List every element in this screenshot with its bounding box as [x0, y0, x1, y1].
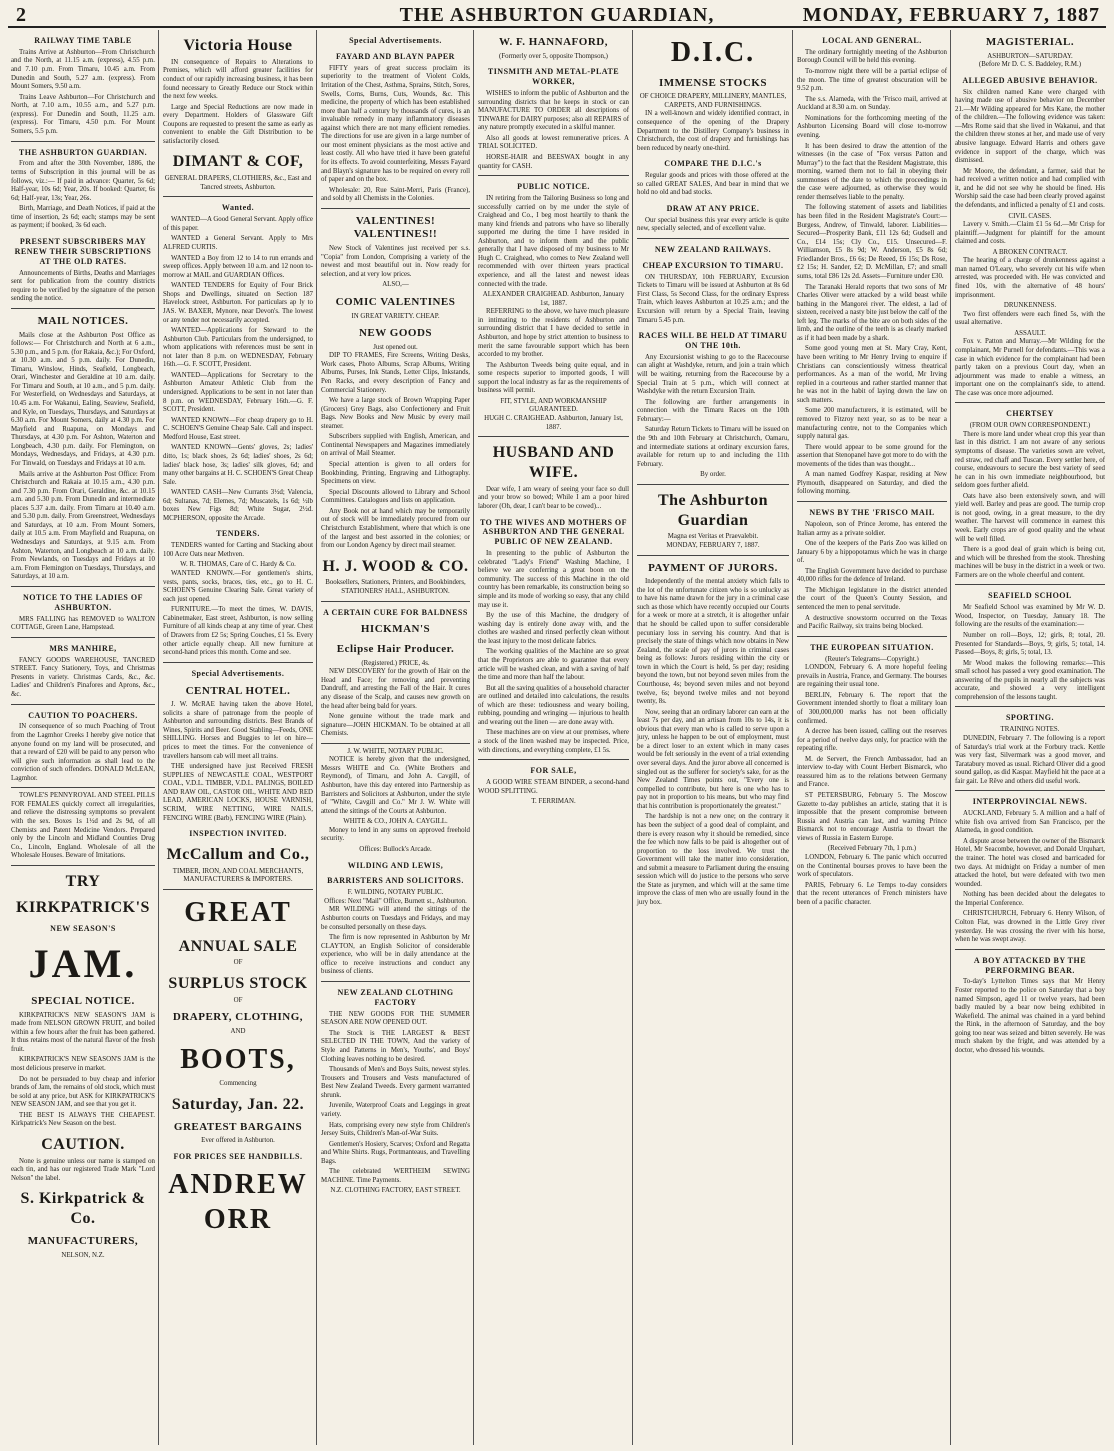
jam-ad-brand: KIRKPATRICK'S	[16, 898, 150, 916]
newspaper-title: THE ASHBURTON GUARDIAN,	[399, 4, 715, 26]
column-6	[794, 30, 950, 1445]
wanted-heading: Wanted.	[221, 203, 255, 213]
central-hotel-heading: CENTRAL HOTEL.	[185, 684, 291, 697]
subscribers-heading: PRESENT SUBSCRIBERS MAY RENEW THEIR SUBSCRIPTIONS AT THE OLD RATES.	[14, 236, 152, 266]
jam-ad-try: TRY	[65, 872, 101, 890]
fit-style: FIT, STYLE, AND WORKMANSHIP GUARANTEED.	[500, 397, 607, 414]
factory-text-1: THE NEW GOODS FOR THE SUMMER SEASON ARE NOW OPENED OUT.	[321, 1010, 470, 1027]
editorial-para: Now, seeing that an ordinary laborer can earn at the least 7s per day, and an artisan from 10s to 14s, it is obvious that every man who is called to serve upon a jury, unless he happen to be out of employment, must be a direct loser to an extent which in many cases would be felt seriously in the event of a trial extending over several days. And the juror above all concerned is singled out as the sufferer for society's sake, for as the New Zealand Times points out, "Every one is compelled to contribute, but here is one who has to pay not in proportion to his means, but who may find that his contribution is proportionately the greatest."	[637, 708, 789, 810]
just-opened: Just opened out.	[373, 343, 418, 351]
wanted-ad: WANTED—Applications for Steward to the Ashburton Club. Particulars from the undersigned, to whom applications with references must be sent in not later than 8 p.m. on WEDNESDAY, February 16th.—G. F. SCOTT, President.	[163, 327, 313, 369]
wilding-lewis-heading: WILDING AND LEWIS,	[347, 860, 444, 870]
column-rule	[950, 30, 951, 1445]
white-notary: J. W. WHITE, NOTARY PUBLIC.	[347, 747, 444, 755]
europe-para: LONDON, February 6. The panic which occurred on the Continental bourses proves to have been the work of speculators.	[797, 853, 947, 879]
wilding-offices: Offices: Next "Mail" Office, Burnett st., Ashburton.	[324, 897, 467, 905]
jam-ad-season: NEW SEASON'S	[50, 923, 116, 933]
frisco-para: The English Government have decided to purchase 40,000 rifles for the defence of Ireland.	[797, 567, 947, 584]
seafield-para: Mr Wood makes the following remarks:—This small school has passed a very good examination. The answering of the pupils in nearly all the subjects was accurate, and showed a very intelligent comprehension of the lessons taught.	[955, 659, 1105, 701]
craighead-signature-2: HUGH C. CRAIGHEAD. Ashburton, January 1st, 1887.	[484, 415, 623, 431]
interprovincial-para: AUCKLAND, February 5. A million and a half of white fish ova arrived from San Francisco, per the Alameda, in good condition.	[955, 810, 1105, 835]
victoria-text-2: Large and Special Reductions are now made in every Department. Holders of Glassware Gift Coupons are requested to present the same as early as convenient to enable the Gift Distribution to be satisfactorily closed.	[163, 103, 313, 145]
column-7	[952, 30, 1108, 1445]
manufacturers-label: MANUFACTURERS,	[27, 1235, 139, 1248]
special-notice-heading: SPECIAL NOTICE.	[31, 995, 135, 1007]
wanted-ad: WANTED KNOWN.—For gentlemen's shirts, vests, pants, socks, braces, ties, etc., go to H. C. SCHOEN'S Genuine Clearing Sale. Great variety of each just opened.	[163, 570, 313, 603]
local-para: To-morrow night there will be a partial eclipse of the moon. The time of greatest obscuration will be 9.52 p.m.	[797, 68, 947, 93]
wanted-ad: WANTED KNOWN—Gents' gloves, 2s; ladies' ditto, 1s; black shoes, 2s 6d; ladies' shoes, 2s 6d; ladies' black hose, 3s; ladies' silk gloves, 6d; and many other bargains at H. C. SCHOEN'S Great Cheap Sale.	[163, 444, 314, 486]
jam-text-2: KIRKPATRICK'S NEW SEASON'S JAM is the most delicious preserve in market.	[11, 1056, 155, 1072]
fayard-wholesale: Wholesale: 20, Rue Saint-Merri, Paris (France), and sold by all Chemists in the Colonies.	[321, 186, 470, 203]
interprovincial-heading: INTERPROVINCIAL NEWS.	[972, 797, 1088, 807]
column-rule	[473, 30, 474, 1445]
railway-heading: RAILWAY TIME TABLE	[34, 36, 132, 45]
local-para: The Taranaki Herald reports that two sons of Mr Charles Oliver were attacked by a wild beast while bathing in the Mangorei river. The eldest, a lad of sixteen, received a nasty bite just below the calf of the left leg. The marks of the bite are on both sides of the limb, and the outline of the teeth is as clearly marked as if it had been made by a shark.	[797, 283, 947, 342]
mccallum-trade: TIMBER, IRON, AND COAL MERCHANTS, MANUFACTURERS & IMPORTERS.	[172, 867, 304, 884]
husband-wife-heading: HUSBAND AND WIFE.	[492, 444, 615, 481]
hannaford-prices: Also all goods at lowest remunerative prices. A TRIAL SOLICITED.	[478, 134, 629, 151]
page-number: 2	[16, 4, 27, 26]
central-hotel-text: J. W. McRAE having taken the above Hotel, solicits a share of patronage from the people of Ashburton and surrounding districts. Best Brands of Wines, Spirits and Beer. Good Stabling—Feeds, ONE SHILLING. Horses and Buggies to let on hire—prices to meet the times. For the convenience of travellers hansom cab will meet all trains.	[163, 701, 313, 760]
local-general-heading: LOCAL AND GENERAL.	[822, 36, 922, 45]
guardian-nameplate: The Ashburton Guardian	[657, 491, 769, 529]
mails-close: Mails close at the Ashburton Post Office as follows:— For Christchurch and North at 6 a.m., 5.30 p.m., and 5 p.m. (for Rakaia, &c.); For Oxford, at 10.30 a.m. and 5 p.m. daily. For Dunedin, Timaru, Winslow, Hinds, Seafield, Longbeach, Orari, Winchester and Geraldine at 10 a.m. daily. For Timaru and South, at 10 a.m., and 5 p.m. daily. For Westerfield, on Wednesdays and Saturdays, at 10.45 a.m. For Wakanui, Ealing, Seaview, Seafield, and Kyle, on Tuesdays, Thursdays, and Saturdays at 6.30 a.m. For Mount Somers, daily at 4.30 p.m. For Mayfield and Ruapuna, on Mondays and Thursdays, at 4.30 p.m. For Ashton, Waterton and Longbeach, 4.30 p.m. daily. For Flemington, on Mondays, Wednesdays, and Fridays, at 4.30 p.m. For Tinwald, on Tuesdays and Fridays at 10 a.m.	[11, 331, 155, 467]
offices-address: Offices: Bullock's Arcade.	[359, 845, 432, 853]
local-para: The following statement of assets and liabilities has been filed in the Resident Magistrate's Court:—Burgess, Andrew, of Tinwald, laborer. Liabilities—Secured—Prosperity Bank, £11 12s 6d; Gudsell and Co., £14 15s; Cly Co., £15. Unsecured—F. Williamson, £5 8s 9d; W. Anderson, £5 8s 6d; Friedlander Bros., £6 6s; De Reeed, £6 15s; Ds Rose, £2 15s; H. Sander, £2; D. McMillan, £7; and small sums, total £86 12s 2d. Assets—Furniture under £30.	[797, 204, 947, 280]
boots: BOOTS,	[180, 1043, 296, 1075]
guardian-motto: Magna est Veritas et Praevalebit.	[667, 533, 759, 541]
ladies-notice-text: MRS FALLING has REMOVED to WALTON COTTAGE, Green Lane, Hampstead.	[11, 615, 155, 632]
tenders-heading: TENDERS.	[216, 529, 260, 539]
partnership-notice: NOTICE is hereby given that the undersigned, Messrs WHITE and Co. (White Brothers and Reymond), of Timaru, and John A. Cavgill, of Ashburton, have this day entered into Partnership as Barristers and Solicitors at Ashburton, under the style of "White, Cavgill and Co." Mr J. W. White will attend the sittings of the Courts at Ashburton.	[321, 756, 470, 815]
local-para: The ordinary fortnightly meeting of the Ashburton Borough Council will be held this evening.	[797, 48, 947, 65]
wanted-ad: WANTED—A Good General Servant. Apply office of this paper.	[163, 216, 313, 232]
subscription-terms: From and after the 30th November, 1886, the terms of Subscription in this journal will be as follows, viz.:— If paid in advance: Quarter, 5s 6d; Half-year, 10s 6d; Year, 20s. If booked: Quarter, 6s 6d; Half-year, 13s; Year, 26s.	[11, 160, 155, 202]
civil-cases: CIVIL CASES.	[1008, 212, 1052, 220]
baldness-heading: A CERTAIN CURE FOR BALDNESS	[323, 607, 468, 617]
victoria-text-1: IN consequence of Repairs to Alterations to Premises, which will afford greater facilities for conduct of our rapidly increasing business, it has been found necessary to Greatly Reduce our Stock within the next few weeks.	[163, 58, 313, 101]
wood-trade: Booksellers, Stationers, Printers, and Bookbinders,	[325, 579, 466, 587]
also-label: ALSO,—	[382, 281, 409, 289]
jam-text-1: KIRKPATRICK'S NEW SEASON'S JAM is made from NELSON GROWN FRUIT, and boiled within a few hours after the fruit has been gathered. It thus retains most of the natural flavor of the fresh fruit.	[11, 1011, 155, 1053]
factory-text-6: Gentlemen's Hosiery, Scarves; Oxford and Regatta and White Shirts. Rugs, Portmanteaus, and Travelling Bags.	[321, 1140, 470, 1165]
sporting-heading: SPORTING.	[1005, 713, 1054, 723]
inspection-invited: INSPECTION INVITED.	[189, 829, 287, 839]
manhire-heading: MRS MANHIRE,	[49, 643, 117, 653]
dimant-heading: DIMANT & COF,	[172, 153, 304, 171]
great-sale-great: GREAT	[184, 896, 292, 928]
european-heading: THE EUROPEAN SITUATION.	[810, 642, 934, 652]
railways-heading: NEW ZEALAND RAILWAYS.	[654, 244, 772, 254]
hannaford-formerly: (Formerly over 5, opposite Thompson,)	[499, 52, 608, 60]
interprovincial-para: CHRISTCHURCH, February 6. Henry Wilson, of Colton Flat, was drowned in the Little Grey river yesterday. He was crossing the river with his horse, when he was swept away.	[955, 910, 1105, 944]
caution-text: None is genuine unless our name is stamped on each tin, and has our registered Trade Mark "Lord Nelson" the label.	[11, 1157, 155, 1182]
sale-and: AND	[230, 1028, 246, 1036]
column-rule	[792, 30, 793, 1445]
jam-ad-jam: JAM.	[28, 941, 138, 987]
factory-text-7: The celebrated WERTHEIM SEWING MACHINE. Time Payments.	[321, 1168, 470, 1184]
comic-valentines: COMIC VALENTINES	[335, 295, 456, 308]
craighead-text-3: The Ashburton Tweeds being quite equal, and in some respects superior to imported goods, I will support the local industry as far as the requirements of business will permit.	[478, 361, 629, 395]
local-para: The s.s. Alameda, with the 'Frisco mail, arrived at Auckland at 8.30 a.m. on Sunday.	[797, 95, 947, 112]
editorial-para: Independently of the mental anxiety which falls to the lot of the unfortunate citizen who is so unlucky as to have his name drawn for the jury in a criminal case such as those which have recently occupied our Courts for a week or more at a stretch, it is altogether unfair that he should be called upon to suffer considerable pecuniary loss in serving his country. And that is precisely the state of things which now obtains in New Zealand, the scale of pay of jurors in criminal cases being as follows: Jurors residing within the city or town in which the Court is held, 5s per day; residing beyond the town, but not beyond seven miles from the Courthouse, 4s; beyond seven miles and not beyond twelve, 6s; beyond twelve miles and not beyond twenty, 8s.	[637, 578, 789, 706]
chertsey-para: There is more land under wheat crop this year than last in this district. I am not aware of any serious symptoms of disease. The varieties sown are velvet, red straw, red chaff and Tuscan. Every settler here, of course, endeavours to secure the best variety of seed he can in his own immediate neighbourhood, but seldom goes further afield.	[955, 430, 1105, 490]
jurors-heading: PAYMENT OF JURORS.	[648, 561, 778, 574]
column-2	[160, 30, 316, 1445]
frisco-heading: NEWS BY THE 'FRISCO MAIL	[809, 508, 935, 518]
valentines-text: New Stock of Valentines just received per s.s. "Copia" from London, Comprising a variety of the newest and most beautiful out in. Now ready for selection, and at very low prices.	[321, 245, 470, 278]
local-para: Some good young men at St. Mary Cray, Kent, have been writing to Mr Henry Irving to enquire if Christians can conscientiously witness theatrical performances. As a man of the world, Mr Irving replied in a courteous and rather startled manner that he was not in the habit of laying down the law on such matters.	[797, 345, 947, 404]
wanted-ad: WANTED—Applications for Secretary to the Ashburton Amateur Athletic Club from the undersigned. Applications to be sent in not later than 8 p.m. on WEDNESDAY, February 16th.—G. F. SCOTT, President.	[163, 371, 313, 414]
by-order: By order.	[700, 471, 726, 479]
correspondent-label: (FROM OUR OWN CORRESPONDENT.)	[969, 422, 1091, 430]
sale-of-2: OF	[233, 996, 243, 1004]
column-3	[318, 30, 473, 1445]
sale-date: Saturday, Jan. 22.	[171, 1095, 305, 1113]
chertsey-para: There is a good deal of grain which is being cut, and which will be threshed from the stook. Threshing machines will be busy in the district in a week or two. Farmers are on the whole cheerful and content.	[955, 546, 1105, 579]
eclipse-heading: Eclipse Hair Producer.	[336, 643, 455, 656]
hannaford-text: WISHES to inform the public of Ashburton and the surrounding districts that he keeps in stock or can MANUFACTURE TO ORDER all descriptions of TINWARE for DAIRY purposes; also all REPAIRS of any nature promptly executed in a skilful manner.	[478, 90, 629, 132]
court-para: Six children named Kane were charged with having made use of abusive behavior on December 21.—Mr Wilding appeared for Mrs Kane, the mother of the children.—The following evidence was taken:—Mrs Rome said that she lived in Wakanui, and that the children threw stones at her, and made use of very abusive language. Edward Harris and others gave evidence in support of the charge, which was dismissed.	[955, 88, 1105, 165]
europe-para: PARIS, February 6. Le Temps to-day considers that the recent utterances of French ministers have been of a pacific character.	[797, 881, 947, 906]
fayard-heading: FAYARD AND BLAYN PAPER	[336, 51, 455, 61]
seafield-heading: SEAFIELD SCHOOL	[988, 591, 1072, 601]
column-rule	[316, 30, 317, 1445]
dimant-text: GENERAL DRAPERS, CLOTHIERS, &c., East and Tancred streets, Ashburton.	[164, 175, 312, 191]
andrew-orr: ANDREW ORR	[168, 1168, 308, 1235]
surplus-stock: SURPLUS STOCK	[168, 975, 308, 993]
notice-fees: Birth, Marriage, and Death Notices, if paid at the time of insertion, 2s 6d; each; stamps may be sent as payment; if booked, 3s 6d each.	[11, 205, 155, 230]
barristers-heading: BARRISTERS AND SOLICITORS.	[327, 876, 464, 886]
hickman-text: NEW DISCOVERY for the growth of Hair on the Head and Face; for removing and preventing Dandruff, and arresting the Fall of the Hair. It cures any disease of the Scalp, and causes new growth on the head after being bald for years.	[321, 668, 470, 710]
commencing: Commencing	[219, 1080, 257, 1088]
washing-text-4: But all the saving qualities of a household character are outlined and detailed into calculations, the results of which are these: tediousness and weary boiling, rubbing, pounding and wringing — injurious to health and wearing out the linen — are done away with.	[478, 684, 629, 726]
ever-offered: Ever offered in Ashburton.	[201, 1137, 275, 1145]
washing-text-5: These machines are on view at our premises, where a stock of the linen washed may be inspected. Price, with directions, and everything complete, £1 5s.	[478, 729, 629, 754]
frisco-para: A destructive snowstorm occurred on the Texas and Pacific Railway, six trains being blocked.	[797, 614, 947, 631]
races-heading: RACES WILL BE HELD AT TIMARU ON THE 10th.	[638, 331, 788, 350]
chertsey-heading: CHERTSEY	[1006, 409, 1054, 419]
wilding-notary: F. WILDING, NOTARY PUBLIC.	[347, 889, 444, 897]
compare-heading: COMPARE THE D.I.C.'s	[664, 159, 762, 169]
husband-wife-poem: Dear wife, I am weary of seeing your face so dull and your brow so bowed; While I am a poor hired laborer (Oh, dear, I can't bear to be cowed)...	[478, 485, 629, 510]
wilding-text-1: MR WILDING will attend the sittings of the Ashburton courts on Tuesdays and Fridays, and may be consulted personally on these days.	[321, 906, 470, 931]
court-magistrate: (Before Mr D. C. S. Baddeley, R.M.)	[978, 61, 1082, 69]
europe-para: A decree has been issued, calling out the reserves for a period of twelve days only, for practice with the repeating rifle.	[797, 728, 947, 753]
sale-of: OF	[233, 959, 243, 967]
public-notice-heading: PUBLIC NOTICE.	[517, 182, 590, 192]
trains-arrive: Trains Arrive at Ashburton—From Christchurch and the North, at 11.15 a.m. (express), 4.55 p.m. and 7.10 p.m. From Timaru, 10.45 a.m. From Dunedin and South, 5.27 a.m. (express). From Mount Somers, 9.50 a.m.	[11, 48, 155, 91]
money-to-lend: Money to lend in any sums on approved freehold security.	[321, 826, 470, 843]
local-para: It has been desired to draw the attention of the witnesses (in the case of "Fox versus Patton and Murray") to the fact that the Resident Magistrate, this morning, warned them not to fail in obeying their summonses of the date to which the proceedings in the case were adjourned, as otherwise they would render themselves liable to the penalty.	[797, 142, 947, 201]
dic-special: Our special business this year every article is quite new, specially selected, and of excellent value.	[637, 216, 789, 233]
nelson-label: NELSON, N.Z.	[61, 1251, 105, 1259]
partnership-signature: WHITE & CO., JOHN A. CAYGILL.	[343, 818, 448, 826]
mccallum-heading: McCallum and Co.,	[166, 845, 310, 863]
column-4	[475, 30, 632, 1445]
ferriman: T. FERRIMAN.	[531, 798, 576, 806]
assault: ASSAULT.	[1014, 329, 1046, 337]
trains-leave: Trains Leave Ashburton—For Christchurch and North, at 7.10 a.m., 10.55 a.m., and 5.27 p.m. (express). For Dunedin and South, 11.25 a.m. (express). For Timaru, 4.50 p.m. For Mount Somers, 5.5 p.m.	[11, 93, 155, 135]
wrapping-text: We have a large stock of Brown Wrapping Paper (Grocers) Grey Bags, also Confectionery and Fruit Bags. New Books and New Music by every mail steamer.	[321, 397, 470, 430]
europe-para: M. de Servert, the French Ambassador, had an interview to-day with Count Herbert Bismarck, who reassured him as to the relations between Germany and France.	[797, 755, 947, 789]
abusive-heading: ALLEGED ABUSIVE BEHAVIOR.	[962, 75, 1098, 85]
guardian-terms-heading: THE ASHBURTON GUARDIAN.	[18, 147, 148, 157]
victoria-house-heading: Victoria House	[183, 37, 293, 54]
local-para: Some 200 manufacturers, it is estimated, will be removed to Fitzroy next year, so as to be near a manufacturing centre, not to the Companies which supply natural gas.	[797, 407, 947, 441]
europe-para: ST PETERSBURG, February 5. The Moscow Gazette to-day publishes an article, stating that it is impossible that the present compromise between Russia and Austria can last, and warning Prince Bismarck not to encourage Austria to thwart the views of Russia in Eastern Europe.	[797, 792, 947, 842]
court-para: Lavery v. Smith.—Claim £1 5s 6d.—Mr Crisp for plaintiff.—Judgment for plaintiff for the amount claimed and costs.	[955, 221, 1105, 246]
column-5	[634, 30, 792, 1445]
factory-text-5: Hats, comprising every new style from Children's Jersey Suits, Children's Man-of-War Suits.	[321, 1121, 470, 1138]
immense-stocks: IMMENSE STOCKS	[659, 76, 767, 89]
dic-heading: D.I.C.	[670, 37, 756, 68]
reuters-label: (Reuter's Telegrams—Copyright.)	[825, 655, 919, 663]
tenders-text: TENDERS wanted for Carting and Stacking about 100 Acre Oats near Methven.	[163, 542, 313, 558]
europe-para: LONDON, February 6. A more hopeful feeling prevails in Austria, France, and Germany. The bourses are regaining their usual tone.	[797, 664, 947, 689]
arrangements-text: The following are further arrangements in connection with the Timaru Races on the 10th February:—	[637, 398, 789, 423]
hickman-price: (Registered.) PRICE, 4s.	[361, 659, 430, 667]
court-para: The hearing of a charge of drunkenness against a man named O'Leary, who severely cut his wife when arrested, was proceeded with. He was convicted and fined 10s, with the alternative of 48 hours' imprisonment.	[955, 257, 1105, 299]
factory-signature: N.Z. CLOTHING FACTORY, EAST STREET.	[330, 1187, 461, 1195]
jam-text-3: Do not be persuaded to buy cheap and inferior brands of Jam, the remains of old stock, which must be sold at any price, but ASK for KIRKPATRICK'S NEW SEASON JAM, and see that you get it.	[11, 1075, 155, 1109]
annual-sale: ANNUAL SALE	[178, 937, 298, 955]
sporting-para: DUNEDIN, February 7. The following is a report of Saturday's trial work at the Forbury track. Kettle was very fast, Silvermark was a good mover, and Taratabury moved as usual. Richard Oliver did a good sound gallop, as did Kaspar. Mayfield hit the pace at a fair gait. Le Rêve and others did useful work.	[955, 734, 1105, 785]
craighead-text-2: REFERRING to the above, we have much pleasure in intimating to the residents of Ashburton and surrounding district that I have decided to settle in Ashburton, and hope by strict attention to business to merit the same favourable support which has been accorded to my brother.	[478, 308, 629, 359]
issue-date: MONDAY, FEBRUARY 7, 1887	[802, 4, 1100, 26]
wanted-ad: WANTED KNOWN—For cheap drapery go to H. C. SCHOEN'S Genuine Cheap Sale. Call and inspect. Medford House, East street.	[163, 416, 313, 441]
bear-heading: A BOY ATTACKED BY THE PERFORMING BEAR.	[973, 955, 1087, 975]
valentines-heading: VALENTINES! VALENTINES!!	[353, 214, 438, 241]
court-para: Two first offenders were each fined 5s, with the usual alternative.	[955, 310, 1105, 327]
great-variety: IN GREAT VARIETY. CHEAP.	[351, 312, 440, 320]
book-order-text: Any Book not at hand which may be temporarily out of stock will be immediately procured from our Christchurch Establishment, where that which is one of the largest and best assorted in the colonies; or from our London Agency by direct mail steamer.	[321, 507, 470, 550]
europe-para: BERLIN, February 6. The report that the Government intended shortly to float a military loan of 300,000,000 marks has not been officially confirmed.	[797, 691, 947, 725]
washing-text-1: In presenting to the public of Ashburton the celebrated "Lady's Friend" Washing Machine, I believe we are conferring a great boon on the community. The success of this Machine in the old country has been remarkable, its construction being so simple and its mode of working so easy, that any child may use it.	[478, 550, 629, 609]
factory-text-4: Juvenile, Waterproof Coats and Leggings in great variety.	[321, 1102, 470, 1118]
court-para: Fox v. Patton and Murray.—Mr Wilding for the complainant, Mr Purnell for defendants.—This was a case in which evidence for the complainant had been partly taken on a previous Court day, when an adjournment was made to enable a witness, an important one on the complainant's side, to attend. The case was once more adjourned.	[955, 338, 1105, 397]
wanted-ad: WANTED a Boy from 12 to 14 to run errands and sweep offices. Apply between 10 a.m. and 12 noon to-morrow at MAIL and GUARDIAN Offices.	[163, 254, 313, 279]
wives-mothers-heading: TO THE WIVES AND MOTHERS OF ASHBURTON AND THE GENERAL PUBLIC OF NEW ZEALAND.	[479, 517, 628, 547]
mccallum-supplies: THE undersigned have just Received FRESH SUPPLIES of NEWCASTLE COAL, WESTPORT COAL, V.D.L. TIMBER, V.D.L. PALINGS, BOILED AND RAW OIL, CASTOR OIL, WHITE AND RED LEAD, AMERICAN LOCKS, HOUSE VARNISH, SCRIM, WIRE NETTING, WIRE NAILS, FENCING WIRE (Barb), FENCING WIRE (Plain).	[163, 763, 313, 822]
special-ads-heading: Special Advertisements.	[349, 36, 442, 45]
stationers-hall: STATIONERS' HALL, ASHBURTON.	[341, 588, 450, 596]
fayard-text: FIFTY years of great success proclaim its superiority to the treatment of Violent Colds, Irritation of the Chest, Asthma, Sprains, Stitch, Sores, Swells, Corns, Burns, Cuts, Wounds, &c. This medicine, the property of which has been established more than half a century by thousands of cures, is an invaluable remedy in many inflammatory diseases against which there are not many efficient remedies. The directions for use are given in a large number of our most eminent physicians as the most active and least costly. All who have tried it have been grateful for its effects. To avoid counterfeiting, Messrs Fayard and Blayn's signature has to be required on every roll of paper and on the box.	[321, 64, 470, 184]
caution-heading: CAUTION.	[41, 1135, 125, 1153]
new-goods-heading: NEW GOODS	[358, 327, 433, 340]
horsehair-text: HORSE-HAIR and BEESWAX bought in any quantity for CASH.	[478, 153, 629, 170]
wilding-text-2: The firm is now represented in Ashburton by Mr CLAYTON, an English Solicitor of considerable experience, who will be in daily attendance at the office to receive instructions and conduct any business of clients.	[321, 934, 470, 976]
announcements-text: Announcements of Births, Deaths and Marriages sent for publication from the country districts require to be verified by the signature of the person sending the notice.	[11, 269, 155, 303]
dic-text: IN a well-known and widely identified contract, in consequence of the opening of the Drapery Department to the Distillery Company's business in Christchurch, the cost of drapery and furnishings has been reduced by nearly one-third.	[637, 110, 789, 152]
drunkenness: DRUNKENNESS.	[1003, 302, 1057, 310]
washing-text-3: The working qualities of the Machine are so great that the Proprietors are able to guarantee that every article will be washed clean, and with a saving of half the time and more than half the labour.	[478, 648, 629, 682]
excursion-heading: CHEAP EXCURSION TO TIMARU.	[642, 260, 784, 270]
discounts-text: Special Discounts allowed to Library and School Committees. Catalogues and lists on application.	[321, 488, 470, 505]
wood-co-heading: H. J. WOOD & CO.	[322, 557, 469, 575]
poachers-text: IN consequence of so much Poaching of Trout from the Lagmhor Creeks I hereby give notice that anyone found on my land will be prosecuted, and that a reward of £20 will be paid to any person who will give such information as shall lead to the conviction of such offenders. DONALD McLEAN, Lagmhor.	[11, 723, 155, 782]
hickmans-heading: HICKMAN'S	[360, 623, 431, 636]
frisco-para: The Michigan legislature in the district attended the court of the Queen's County Session, and sentenced the men to penal servitude.	[797, 586, 947, 611]
manhire-text: FANCY GOODS WAREHOUSE, TANCRED STREET. Fancy Stationery, Toys, and Christmas Presents in variety. Christmas Cards, &c., &c. Ladies' and Children's Pinafores and Aprons, &c., &c.	[11, 656, 155, 698]
factory-text-2: The Stock is THE LARGEST & BEST SELECTED IN THE TOWN, And the variety of Style and Patterns in Men's, Youths', and Boys' Clothing leaves nothing to be desired.	[321, 1029, 470, 1063]
wanted-ad: WANTED CASH—New Currants 3½d; Valencia, 6d; Sultanas, 7d; Elemes, 7d; Muscatels, 1s 6d; ½lb boxes New Figs 8d; White Sugar, 2½d. MCPHERSON, opposite the Arcade.	[163, 489, 313, 522]
masthead	[8, 4, 1106, 28]
interprovincial-para: A dispute arose between the owner of the Bismarck Hotel, Mr Seacombe, however, and Donald Urquhart, the trainer. The hotel was closed and barricaded for two days. At midnight on Friday a number of men attacked the hotel, but were defeated with two men wounded.	[955, 837, 1105, 888]
poachers-heading: CAUTION TO POACHERS.	[28, 710, 138, 720]
seafield-para: Number on roll—Boys, 12; girls, 8; total, 20. Presented for Standards—Boys, 9; girls, 5; total, 14. Passed—Boys, 8; girls, 5; total, 13.	[955, 631, 1105, 657]
kirkpatrick-name: S. Kirkpatrick & Co.	[20, 1190, 146, 1228]
craighead-text-1: IN retiring from the Tailoring Business so long and successfully carried on by me under the style of Craighead and Co., I beg most heartily to thank the many kind friends and patrons who have so liberally supported me during the time I have resided in Ashburton, and to inform them and the public generally that I have disposed of my business to Mr Hugh C. Craighead, who comes to New Zealand well recommended with over thirteen years practical experience, and all the latest and newest ideas connected with the trade.	[478, 194, 629, 288]
interprovincial-para: Nothing has been decided about the delegates to the Imperial Conference.	[955, 891, 1105, 907]
factory-text-3: Thousands of Men's and Boys Suits, newest styles. Trousers and Trousers and Vests manufactured of Best New Zealand Tweeds. Every garment warranted shrunk.	[321, 1066, 470, 1099]
court-location: ASHBURTON—SATURDAY.	[987, 52, 1073, 60]
tinsmith-heading: TINSMITH AND METAL-PLATE WORKER,	[487, 67, 620, 87]
draw-heading: DRAW AT ANY PRICE.	[666, 203, 760, 213]
see-handbills: FOR PRICES SEE HANDBILLS.	[173, 1151, 303, 1161]
tenders-signature: W. R. THOMAS, Care of C. Hardy & Co.	[180, 561, 296, 569]
subscribers-text: Subscribers supplied with English, American, and Continental Newspapers and Magazines immediately on arrival of Mail Steamer.	[321, 433, 470, 458]
magisterial-heading: MAGISTERIAL.	[985, 36, 1075, 48]
column-1	[8, 30, 158, 1445]
local-para: A man named Godfrey Kaspar, residing at New Plymouth, disappeared on Saturday, and died the following morning.	[797, 471, 947, 496]
column-rule	[632, 30, 633, 1445]
local-para: There would appear to be some ground for the assertion that Stenopanel have got more to do with the movements of the tides than was thought...	[797, 443, 947, 468]
greatest-bargains: GREATEST BARGAINS	[173, 1120, 303, 1133]
furniture-ad: FURNITURE.—To meet the times, W. DAVIS, Cabinetmaker, East street, Ashburton, is now selling Furniture of all kinds cheap at any time of year. Chest of Drawers from £2 5s; Spring Couches, £1 5s. Every other article equally cheap. All new furniture at second-hand prices this month. Come and see.	[163, 606, 313, 657]
court-para: Mr Moore, the defendant, a farmer, said that he had received a written notice and had complied with it, and he did not see why he should be fined. His Worship said the case had been clearly proved against the defendants, and inflicted a penalty of £1 and costs.	[955, 167, 1105, 209]
towles-pills-ad: TOWLE'S PENNYROYAL AND STEEL PILLS FOR FEMALES quickly correct all irregularities, and relieve the distressing symptoms so prevalent with the sex. Boxes 1s 1½d and 2s 9d, of all Chemists and Patent Medicine Vendors. Prepared only by the Lincoln and Midland Counties Drug Co., Lincoln, England. Wholesale of all the Wholesale Houses. Beware of Imitations.	[11, 792, 155, 860]
hickman-genuine: None genuine without the trade mark and signature—JOHN HICKMAN. To be obtained at all Chemists.	[321, 713, 470, 738]
washing-text-2: By the use of this Machine, the drudgery of washing day is entirely done away with, and the clothes are washed and rinsed perfectly clean without the least injury to the most delicate fabrics.	[478, 612, 629, 645]
jam-text-4: THE BEST IS ALWAYS THE CHEAPEST. Kirkpatrick's New Season on the best.	[11, 1111, 155, 1128]
craighead-signature-1: ALEXANDER CRAIGHEAD. Ashburton, January 1st, 1887.	[482, 291, 625, 307]
new-goods-text: DIP TO FRAMES, Fire Screens, Writing Desks, Work cases, Photo Albums, Scrap Albums, Writing Albums, Purses, Ink Stands, Letter Clips, Inkstands, Pen Racks, and every description of Fancy and Commercial Stationery.	[321, 352, 470, 394]
frisco-para: Napoleon, son of Prince Jerome, has entered the Italian army as a private soldier.	[797, 520, 947, 537]
bear-para: To-day's Lyttelton Times says that Mr Henry Foster reported to the police on Saturday that a boy named Simpson, aged 11 or twelve years, had been badly mauled by a bear now being exhibited in Wakefield. The animal was chained in a yard behind the Rink, in the afternoon of Saturday, and the boy going too near was seized and bitten severely. He was much shaken by the fright, and was attended by a doctor, who dressed his wounds.	[955, 978, 1105, 1054]
bookbinding-text: Special attention is given to all orders for Bookbinding, Printing, Engraving and Lithography. Specimens on view.	[321, 461, 470, 486]
excursion-text: ON THURSDAY, 10th FEBRUARY, Excursion Tickets to Timaru will be issued at Ashburton at 8s 6d First Class, 5s Second Class, for the ordinary Express Train, which leaves Ashburton at 10.25 a.m.; and the Excursion will return by a Special Train, leaving Timaru 5.45 p.m.	[637, 273, 789, 324]
ladies-notice-heading: NOTICE TO THE LADIES OF ASHBURTON.	[23, 592, 143, 612]
training-notes: TRAINING NOTES.	[1000, 726, 1060, 734]
chertsey-para: Oats have also been extensively sown, and will yield well. Barley and peas are good. The turnip crop is not good, owing, in a great measure, to the dry weather. The harvest will commence in earnest this week. Early crops are of good quality and the wheat will be well filled.	[955, 492, 1105, 543]
broken-contract: A BROKEN CONTRACT.	[992, 248, 1068, 256]
clothing-factory-heading: NEW ZEALAND CLOTHING FACTORY	[337, 987, 454, 1007]
compare-text: Regular goods and prices with those offered at the so called GREAT SALES, And bear in mind that we hold no old and bad stocks.	[637, 172, 789, 197]
for-sale-text: A GOOD WIRE STEAM BINDER, a second-hand WOOD SPLITTING.	[478, 779, 629, 795]
hannaford-heading: W. F. HANNAFORD,	[499, 36, 608, 48]
mail-notices-heading: MAIL NOTICES.	[37, 314, 129, 327]
frisco-para: One of the keepers of the Paris Zoo was killed on January 6 by a hippopotamus which he was in charge of.	[797, 540, 947, 565]
races-text: Any Excursionist wishing to go to the Racecourse can alight at Washdyke, return, and join a train which will be waiting, returning from the Racecourse by a Special Train at 5 p.m., which will connect at Washdyke with the return Excursion Train.	[637, 353, 789, 396]
special-ads-heading: Special Advertisements.	[191, 668, 285, 678]
drapery-clothing: DRAPERY, CLOTHING,	[172, 1011, 304, 1024]
dic-choice: OF CHOICE DRAPERY, MILLINERY, MANTLES, CARPETS, AND FURNISHINGS.	[639, 93, 787, 109]
editorial-date: MONDAY, FEBRUARY 7, 1887.	[666, 542, 760, 549]
seafield-para: Mr Seafield School was examined by Mr W. D. Wood, Inspector, on Tuesday, January 18. The following are the results of the examination:—	[955, 604, 1105, 629]
wanted-ad: WANTED TENDERS for Equity of Four Brick Shops and Dwellings, situated on Section 187 Havelock street, Ashburton. For particulars ap ly to JAS. W. BAXER, Mynore, near Devon's. The lowest or any tender not necessarily accepted.	[163, 282, 313, 324]
for-sale-heading: FOR SALE,	[530, 766, 577, 776]
received-label: (Received February 7th, 1 p.m.)	[827, 845, 917, 853]
editorial-para: The hardship is not a new one; on the contrary it has been the subject of a good deal of complaint, and there is every reason why it should be remedied, since the fee which now falls to be paid is altogether out of proportion to the loss involved. We trust the Government will take the matter into consideration, and submit a measure to Parliament during the ensuing session which will do justice to the persons who serve the State as jurymen, and which will at the same time improve the class of men who are usually found in the jury box.	[637, 813, 789, 906]
return-tickets-text: Saturday Return Tickets to Timaru will be issued on the 9th and 10th February at Christchurch, Oamaru, and intermediate stations at ordinary excursion fares, available for return up to and including the 11th February.	[637, 426, 789, 468]
local-para: Nominations for the forthcoming meeting of the Ashburton Licensing Board will close to-morrow evening.	[797, 114, 947, 139]
wanted-ad: WANTED a General Servant. Apply to Mrs ALFRED CURTIS.	[163, 235, 313, 251]
mails-arrive: Mails arrive at the Ashburton Post Office: From Christchurch and Rakaia at 10.15 a.m., 4.30 p.m. and 7.30 p.m. From Orari, Geraldine, &c. at 10.15 a.m. and 5.30 p.m. From Dunedin and intermediate places 5.37 a.m. daily. From Timaru at 10.40 a.m. and 5.30 p.m. daily. From Greenstreet, Wednesdays and Saturdays, at 10 a.m. From Mount Somers, daily at 10.5 a.m. From Mayfield and Ruapuna, on Wednesdays and Saturdays, at 9.15 a.m. From Ashton, Waterton, and Longbeach at 10 a.m. daily. From Newlands, on Tuesdays and Fridays at 10 a.m. From Flemington on Tuesdays, Thursdays, and Saturdays, at 10 a.m.	[11, 470, 155, 581]
column-rule	[158, 30, 159, 1445]
